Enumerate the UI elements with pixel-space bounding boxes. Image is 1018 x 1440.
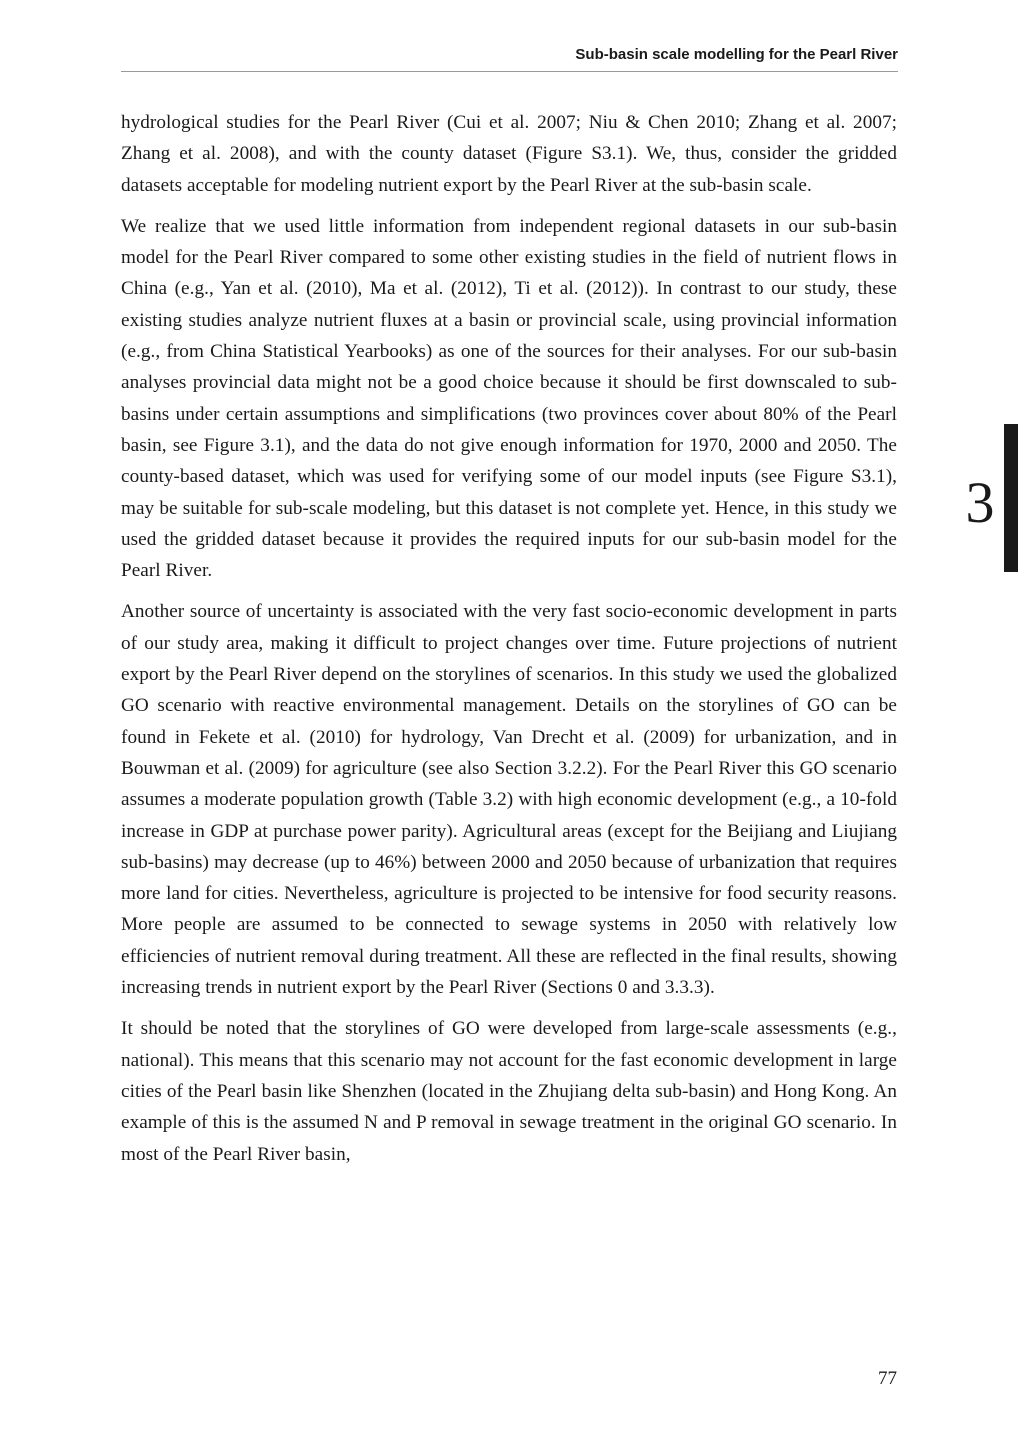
chapter-tab-marker — [1004, 424, 1018, 572]
chapter-number: 3 — [965, 470, 995, 535]
running-header: Sub-basin scale modelling for the Pearl River — [575, 46, 898, 63]
header-divider — [121, 71, 898, 72]
paragraph: Another source of uncertainty is associated with the very fast socio-economic development in parts of our study area, making it difficult to project changes over time. Future projections of nutrient export by the Pearl River depend on the storylines of scenarios. In this study we used the globalized GO scenario with reactive environmental management. Details on the storylines of GO can be found in Fekete et al. (2010) for hydrology, Van Drecht et al. (2009) for urbanization, and in Bouwman et al. (2009) for agriculture (see also Section 3.2.2). For the Pearl River this GO scenario assumes a moderate population growth (Table 3.2) with high economic development (e.g., a 10-fold increase in GDP at purchase power parity). Agricultural areas (except for the Beijiang and Liujiang sub-basins) may decrease (up to 46%) between 2000 and 2050 because of urbanization that requires more land for cities. Nevertheless, agriculture is projected to be intensive for food security reasons. More people are assumed to be connected to sewage systems in 2050 with relatively low efficiencies of nutrient removal during treatment. All these are reflected in the final results, showing increasing trends in nutrient export by the Pearl River (Sections 0 and 3.3.3). — [121, 601, 897, 999]
paragraph: It should be noted that the storylines of GO were developed from large-scale assessments (e.g., national). This means that this scenario may not account for the fast economic development in large cities of the Pearl basin like Shenzhen (located in the Zhujiang delta sub-basin) and Hong Kong. An example of this is the assumed N and P removal in sewage treatment in the original GO scenario. In most of the Pearl River basin, — [121, 1018, 897, 1165]
paragraph: hydrological studies for the Pearl River (Cui et al. 2007; Niu & Chen 2010; Zhang et al. 2007; Zhang et al. 2008), and with the county dataset (Figure S3.1). We, thus, consider the gridded datasets acceptable for modeling nutrient export by the Pearl River at the sub-basin scale. — [121, 112, 897, 196]
paragraph: We realize that we used little information from independent regional datasets in our sub-basin model for the Pearl River compared to some other existing studies in the field of nutrient flows in China (e.g., Yan et al. (2010), Ma et al. (2012), Ti et al. (2012)). In contrast to our study, these existing studies analyze nutrient fluxes at a basin or provincial scale, using provincial information (e.g., from China Statistical Yearbooks) as one of the sources for their analyses. For our sub-basin analyses provincial data might not be a good choice because it should be first downscaled to sub-basins under certain assumptions and simplifications (two provinces cover about 80% of the Pearl basin, see Figure 3.1), and the data do not give enough information for 1970, 2000 and 2050. The county-based dataset, which was used for verifying some of our model inputs (see Figure S3.1), may be suitable for sub-scale modeling, but this dataset is not complete yet. Hence, in this study we used the gridded dataset because it provides the required inputs for our sub-basin model for the Pearl River. — [121, 215, 897, 582]
body-text — [121, 107, 897, 1180]
page-number: 77 — [878, 1368, 897, 1389]
